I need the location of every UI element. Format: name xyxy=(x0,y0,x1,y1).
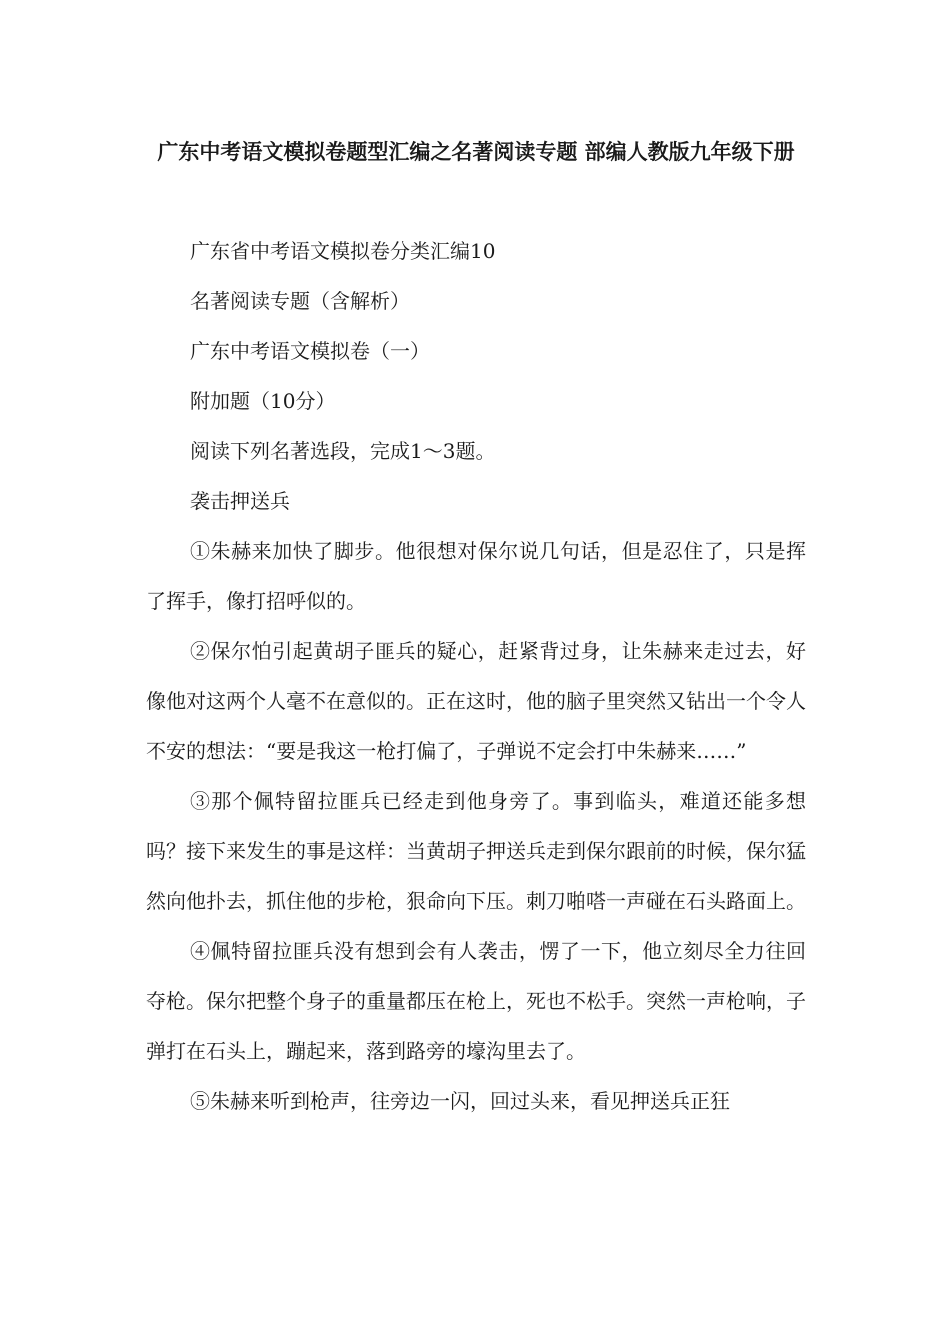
paragraph-instruction: 阅读下列名著选段，完成1～3题。 xyxy=(190,439,496,463)
paragraph-bonus: 附加题（10分） xyxy=(190,389,336,413)
paragraph-excerpt-title: 袭击押送兵 xyxy=(190,489,290,513)
paragraph-exam-name: 广东中考语文模拟卷（一） xyxy=(190,339,430,363)
document-title: 广东中考语文模拟卷题型汇编之名著阅读专题 部编人教版九年级下册 xyxy=(157,140,795,164)
document-body xyxy=(146,226,806,1126)
paragraph-1: ①朱赫来加快了脚步。他很想对保尔说几句话，但是忍住了，只是挥了挥手，像打招呼似的。 xyxy=(146,539,806,613)
paragraph-5: ⑤朱赫来听到枪声，往旁边一闪，回过头来，看见押送兵正狂 xyxy=(190,1089,730,1113)
paragraph-2: ②保尔怕引起黄胡子匪兵的疑心，赶紧背过身，让朱赫来走过去，好像他对这两个人毫不在意似的。正在这时，他的脑子里突然又钻出一个令人不安的想法：“要是我这一枪打偏了，子弹说不定会打中朱赫来……” xyxy=(146,639,806,763)
paragraph-section: 名著阅读专题（含解析） xyxy=(190,289,410,313)
paragraph-4: ④佩特留拉匪兵没有想到会有人袭击，愣了一下，他立刻尽全力往回夺枪。保尔把整个身子的重量都压在枪上，死也不松手。突然一声枪响，子弹打在石头上，蹦起来，落到路旁的壕沟里去了。 xyxy=(146,939,806,1063)
paragraph-subtitle: 广东省中考语文模拟卷分类汇编10 xyxy=(190,239,496,263)
paragraph-3: ③那个佩特留拉匪兵已经走到他身旁了。事到临头，难道还能多想吗？接下来发生的事是这样：当黄胡子押送兵走到保尔跟前的时候，保尔猛然向他扑去，抓住他的步枪，狠命向下压。刺刀啪嗒一声碰在石头路面上。 xyxy=(146,789,806,913)
